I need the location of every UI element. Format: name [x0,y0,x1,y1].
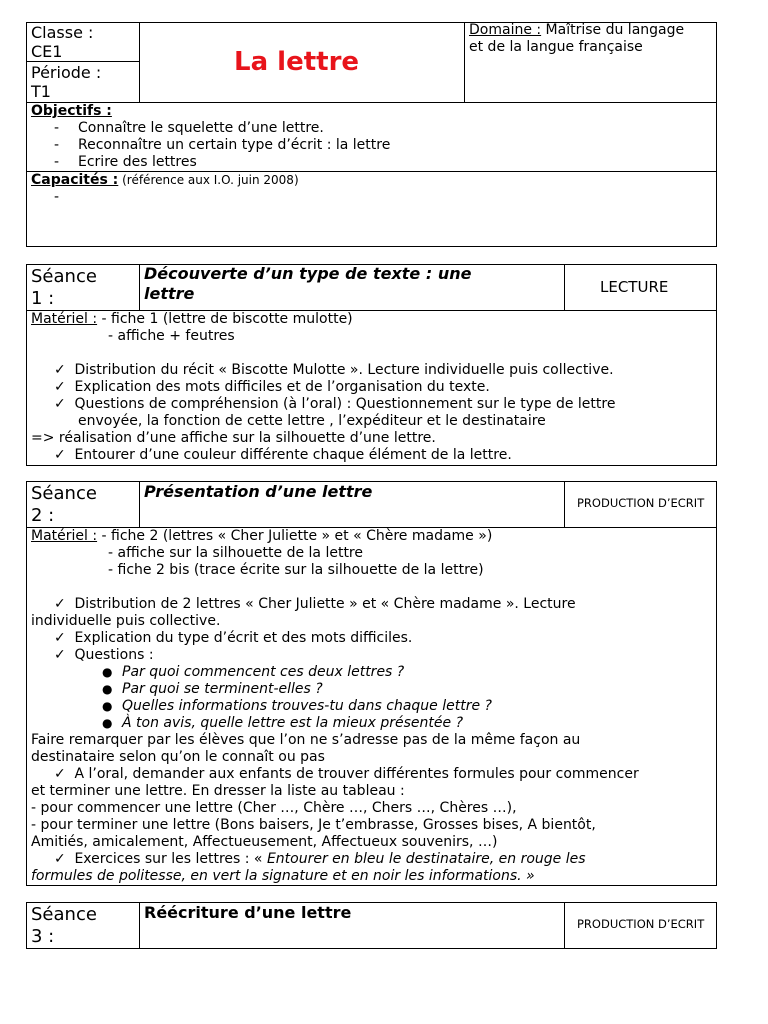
check-icon: ✓ [54,851,66,867]
seance2-item-cont: individuelle puis collective. [31,613,221,629]
domaine-label: Domaine : [469,22,542,38]
seance2-materiel-line2: - affiche sur la silhouette de la lettre [108,545,363,561]
seance2-domain: PRODUCTION D’ECRIT [577,496,705,510]
check-icon: ✓ [54,596,66,612]
seance1-item: ✓ Explication des mots difficiles et de l’organisation du texte. [54,379,490,395]
seance1-materiel: Matériel : - fiche 1 (lettre de biscotte mulotte) [31,311,353,327]
seance2-item: ✓ Explication du type d’écrit et des mots difficiles. [54,630,413,646]
seance2-number: 2 : [31,505,55,526]
seance2-item: ✓ Distribution de 2 lettres « Cher Juliette » et « Chère madame ». Lecture [54,596,576,612]
bullet-icon: ● [102,682,113,696]
seance2-formules-end-cont: Amitiés, amicalement, Affectueusement, Affectueux souvenirs, …) [31,834,498,850]
objectif-item: - Ecrire des lettres [54,154,197,170]
seance2-item-cont: formules de politesse, en vert la signature et en noir les informations. » [31,868,535,884]
domaine-value: Maîtrise du langage [541,22,685,38]
domaine [469,22,684,39]
capacites-dash: - [54,189,60,205]
seance1-materiel-line2: - affiche + feutres [108,328,235,344]
seance1-title: Découverte d’un type de texte : une [144,264,472,283]
seance2-item-cont: et terminer une lettre. En dresser la liste au tableau : [31,783,405,799]
seance1-item-cont: envoyée, la fonction de cette lettre , l’expéditeur et le destinataire [78,413,546,429]
seance2-materiel: Matériel : - fiche 2 (lettres « Cher Juliette » et « Chère madame ») [31,528,493,544]
question-item: ● À ton avis, quelle lettre est la mieux présentée ? [102,715,464,731]
bullet-icon: ● [102,716,113,730]
seance2-title: Présentation d’une lettre [144,482,373,501]
seance2-formules-end: - pour terminer une lettre (Bons baisers, Je t’embrasse, Grosses bises, A bientôt, [31,817,596,833]
question-item: ● Par quoi commencent ces deux lettres ? [102,664,405,680]
classe-label: Classe : [31,23,94,42]
seance2-formules-start: - pour commencer une lettre (Cher …, Chère …, Chers …, Chères …), [31,800,517,816]
capacites-note: (référence aux I.O. juin 2008) [118,173,299,187]
bullet-icon: ● [102,699,113,713]
check-icon: ✓ [54,766,66,782]
seance1-item: ✓ Entourer d’une couleur différente chaque élément de la lettre. [54,447,512,463]
classe-value: CE1 [31,42,63,61]
seance3-number: 3 : [31,926,55,947]
check-icon: ✓ [54,647,66,663]
seance1-label: Séance [31,266,97,287]
page-title: La lettre [234,47,360,77]
seance2-item: ✓ Questions : [54,647,154,663]
domaine-value-line2: et de la langue française [469,39,643,55]
seance2-label: Séance [31,483,97,504]
periode-value: T1 [31,82,51,101]
question-item: ● Quelles informations trouves-tu dans chaque lettre ? [102,698,492,714]
check-icon: ✓ [54,362,66,378]
periode-label: Période : [31,63,102,82]
seance2-paragraph: Faire remarquer par les élèves que l’on ne s’adresse pas de la même façon au [31,732,581,748]
seance2-item: ✓ Exercices sur les lettres : « Entourer en bleu le destinataire, en rouge les [54,851,586,867]
materiel-label: Matériel : [31,311,98,327]
bullet-icon: ● [102,665,113,679]
seance1-number: 1 : [31,288,55,309]
check-icon: ✓ [54,396,66,412]
seance3-title: Réécriture d’une lettre [144,903,352,922]
seance1-title-line2: lettre [144,284,195,303]
check-icon: ✓ [54,379,66,395]
capacites [31,172,299,189]
objectifs-label: Objectifs : [31,103,112,119]
check-icon: ✓ [54,630,66,646]
seance2-materiel-line3: - fiche 2 bis (trace écrite sur la silhouette de la lettre) [108,562,484,578]
seance1-domain: LECTURE [600,278,669,296]
check-icon: ✓ [54,447,66,463]
objectif-item: - Reconnaître un certain type d’écrit : la lettre [54,137,391,153]
materiel-label: Matériel : [31,528,98,544]
seance2-item: ✓ A l’oral, demander aux enfants de trouver différentes formules pour commencer [54,766,639,782]
seance2-paragraph-cont: destinataire selon qu’on le connaît ou pas [31,749,325,765]
seance1-item: ✓ Questions de compréhension (à l’oral) : Questionnement sur le type de lettre [54,396,616,412]
seance1-item: ✓ Distribution du récit « Biscotte Mulotte ». Lecture individuelle puis collective. [54,362,614,378]
seance3-domain: PRODUCTION D’ECRIT [577,917,705,931]
objectif-item: - Connaître le squelette d’une lettre. [54,120,324,136]
seance3-label: Séance [31,904,97,925]
capacites-label: Capacités : [31,172,119,188]
seance1-result: => réalisation d’une affiche sur la silhouette d’une lettre. [31,430,436,446]
question-item: ● Par quoi se terminent-elles ? [102,681,323,697]
